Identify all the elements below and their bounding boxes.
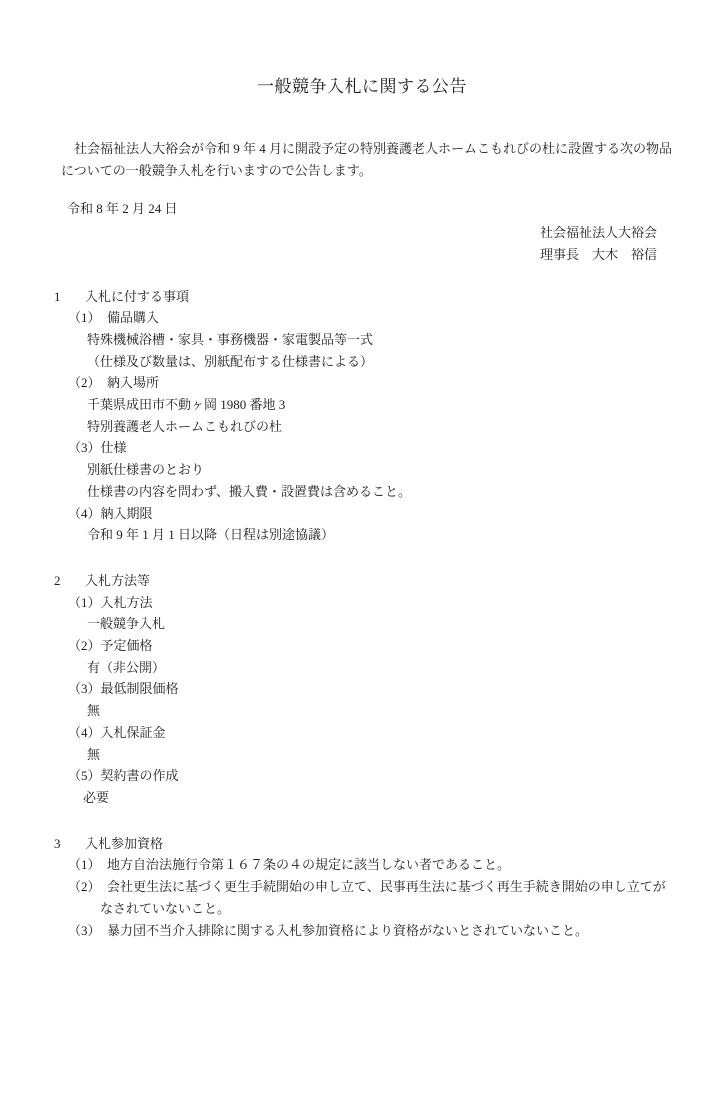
section-heading-text: 入札に付する事項	[85, 288, 190, 304]
detail-line: 無	[87, 746, 101, 762]
item-line: （3）最低制限価格	[68, 681, 179, 697]
section-2	[54, 570, 657, 809]
issuer-representative: 理事長 大木 裕信	[539, 246, 657, 262]
section-heading-text: 入札参加資格	[85, 835, 164, 851]
detail-line: 別紙仕様書のとおり	[87, 462, 205, 478]
detail-line: 無	[87, 703, 101, 719]
item-line: （4）納入期限	[68, 505, 153, 521]
item-line: （1） 備品購入	[68, 310, 160, 326]
item-line: （5）契約書の作成	[68, 768, 179, 784]
item-line: （2） 納入場所	[68, 375, 160, 391]
item-line: （3）仕様	[68, 440, 127, 456]
detail-line: 有（非公開）	[87, 659, 166, 675]
intro-line: 社会福祉法人大裕会が令和 9 年 4 月に開設予定の特別養護老人ホームこもれびの杜に設置する次の物品	[61, 141, 673, 156]
section-heading	[54, 570, 657, 592]
item-line: （3） 暴力団不当介入排除に関する入札参加資格により資格がないとされていないこと。	[68, 922, 589, 938]
section-number: 2	[54, 572, 61, 588]
document-page	[0, 76, 724, 941]
detail-line: 一般競争入札	[87, 616, 166, 632]
item-line: （2）予定価格	[68, 638, 153, 654]
issuer-block	[54, 222, 657, 265]
item-line: （4）入札保証金	[68, 724, 166, 740]
section-heading	[54, 833, 657, 855]
section-number: 3	[54, 835, 61, 851]
detail-line: 必要	[83, 789, 110, 805]
intro-line: についての一般競争入札を行いますので公告します。	[61, 162, 372, 178]
section-heading	[54, 286, 657, 308]
detail-line: （仕様及び数量は、別紙配布する仕様書による）	[87, 353, 374, 369]
issuer-organization: 社会福祉法人大裕会	[539, 225, 657, 241]
continuation-line: なされていないこと。	[100, 900, 231, 916]
item-line: （1） 地方自治法施行令第１６７条の４の規定に該当しない者であること。	[68, 857, 511, 873]
detail-line: 千葉県成田市不動ヶ岡 1980 番地 3	[87, 397, 286, 413]
detail-line: 仕様書の内容を問わず、搬入費・設置費は含めること。	[87, 483, 411, 499]
section-3	[54, 833, 666, 942]
document-date: 令和 8 年 2 月 24 日	[67, 201, 178, 217]
section-1	[54, 286, 657, 546]
item-line: （2） 会社更生法に基づく更生手続開始の申し立て、民事再生法に基づく再生手続き開始の申し立てが	[68, 879, 666, 895]
detail-line: 特別養護老人ホームこもれびの杜	[87, 418, 283, 434]
page-title: 一般競争入札に関する公告	[257, 77, 467, 96]
section-heading-text: 入札方法等	[85, 572, 151, 588]
item-line: （1）入札方法	[68, 594, 153, 610]
detail-line: 令和 9 年 1 月 1 日以降（日程は別途協議）	[87, 527, 335, 543]
detail-line: 特殊機械浴槽・家具・事務機器・家電製品等一式	[87, 331, 374, 347]
section-number: 1	[54, 288, 61, 304]
intro-paragraph	[54, 138, 673, 181]
